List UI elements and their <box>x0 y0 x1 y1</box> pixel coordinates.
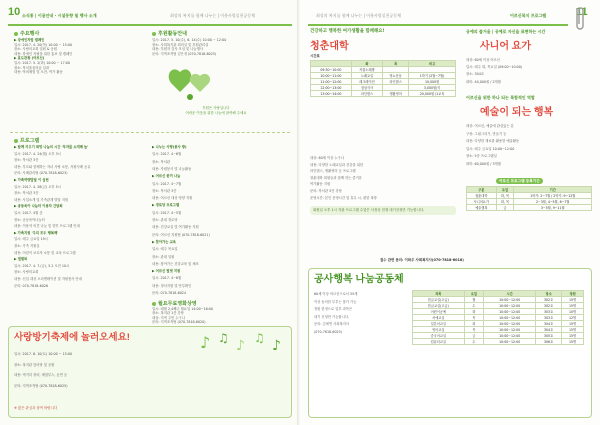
table-header-cell: 구분 <box>467 187 497 193</box>
edu-title: 청춘대학 <box>310 41 349 52</box>
table-cell: 레크레이션 <box>351 79 382 85</box>
table-cell: 3,000원/식 <box>409 85 456 91</box>
text-line: 내용: 다양한 노래교실과 건강을 위한 <box>310 162 364 167</box>
table-cell: 12명 <box>562 315 584 321</box>
text-line: 장소: 사회복지관 회의실 및 후원관리실 <box>152 42 209 47</box>
table-cell: 2~3월, 4~5월, 6~7월 <box>514 199 592 205</box>
table-cell: 10:00~11:00 <box>311 73 352 79</box>
table-cell: 라인댄스 <box>351 91 382 97</box>
table-cell: 10명 <box>562 309 584 315</box>
share-table <box>412 290 584 345</box>
text-line: 문의: 김세연 사회복지사 <box>314 322 350 327</box>
text-line: 대상: 지역 주민 누구나 <box>152 315 185 320</box>
text-line: 일시: 2017. 4. 7.(금), 5.2 오전 10시 <box>14 263 70 268</box>
text-line: 내용: 먹거리 장터, 체험부스, 공연 등 <box>14 373 68 377</box>
registration-table <box>466 186 592 211</box>
text-line: 문의: 070-7818-6024 <box>152 291 186 295</box>
text-line: 구성: 그림그리기, 만들기 등 <box>466 131 507 136</box>
left-header-title: 소식통 | 이용안내 · 시설동향 및 행사 소개 <box>22 13 97 18</box>
text-line: 장소: 사랑의교회 일원 & 공원 <box>14 47 57 52</box>
svg-text:♪: ♪ <box>272 338 281 354</box>
table-cell: 일본어교실 <box>413 321 465 327</box>
text-line: 일시: 2017. 4~5월 <box>152 210 182 215</box>
text-line: ▶ 함께 키우기 희망 나눔의 시간 '부자를 소개해 놀' <box>14 145 89 149</box>
festival-banner: 사랑방기축제에 놀러오세요! <box>14 332 130 343</box>
notice-box: 회원일 오후 1시 자판 프로그램 수업은 사정상 현재 대기신청만 가능합니다. <box>310 206 456 215</box>
text-line: ▶ 어르신 말벗 지원 <box>152 269 181 274</box>
text-line: 60세 이상 어르신으로서 55세 <box>314 292 358 296</box>
right-header-org: 최상의 복지를 함께 나누는 | 이웃사랑실천공동체 <box>316 13 401 18</box>
text-line: 내용: 부모와 함께하는 자녀 사랑 소통, 자원사례 공유 <box>14 164 91 169</box>
text-line: 장소: 가족 지원실 <box>14 244 40 248</box>
right-header-rule <box>308 24 568 26</box>
text-line: 장소: 북서관 3층 <box>14 191 39 196</box>
text-line: ▶ 경로당 프로그램 <box>152 203 180 208</box>
art-intro: 어르신을 위한 하나 되는 복합적인 역할 <box>466 95 535 100</box>
table-row <box>467 205 592 211</box>
table-cell: 09:30~10:00 <box>311 67 352 73</box>
text-line: 운영시간: 본인 운영시간 및 휴무 시, 편한 복장 <box>310 195 377 200</box>
text-line: 장소: 사랑의교회 <box>14 270 39 275</box>
text-line: 일시: 2017. 4~7월 <box>152 181 182 186</box>
svg-text:♪: ♪ <box>236 338 245 354</box>
text-line: 장소: 관내 경로당 <box>152 218 178 222</box>
text-line: 일시: 2017. 4. 20(목) 10:00 ~ 15:00 <box>14 42 73 47</box>
table-header-cell: 화 <box>351 61 382 67</box>
text-line: 대상: 60세 이상 누구나 <box>310 156 344 160</box>
text-line: 여가활동 지원 <box>310 182 331 187</box>
text-line: (070-7818-6025) <box>314 330 343 334</box>
text-line: ▶ 장애인자립 캠페인 <box>14 38 45 42</box>
section-main-events: 주요행사 <box>14 30 39 37</box>
text-line: 문의: 북서관 5층 강당 <box>310 189 342 193</box>
text-line: 일시: 2017. 4. 24(월) 오후 3시 <box>14 151 61 156</box>
text-line: 정원 한정으로 일부 과목은 <box>314 307 353 312</box>
text-line: 내용: 신입 대상 오리엔테이션 및 자원봉사 안내 <box>14 277 82 281</box>
table-cell: 304호 <box>535 321 561 327</box>
text-line: 내용: 장애인 자립을 위한 홍보 및 캠페인 <box>14 51 73 56</box>
share-title: 공사행복 나눔공동체 <box>314 274 404 285</box>
registration-title: 여로신 프로그램 등록기간 <box>496 178 543 184</box>
table-header-cell: 요일 <box>496 187 514 193</box>
table-cell: 1학기: 2~7월 / 2학기: 9~12월 <box>514 193 592 199</box>
right-page-number: 11 <box>576 6 588 18</box>
text-line: ▶ 어르신 한끼 나눔 <box>152 174 181 179</box>
table-cell: 10:00~12:00 <box>484 309 536 315</box>
text-line: 일시: 2017. 4. 28(금) 오후 5시 <box>14 184 61 189</box>
text-line: 대상: 60세 이상 어르신 <box>466 58 500 62</box>
text-line: 장소: 북서울꿈의숲 일대 <box>14 65 50 70</box>
left-header-org: 최상의 복지를 함께 나누는 | 이웃사랑실천공동체 <box>170 13 255 18</box>
text-line: 내용: 정서지원 및 안부확인 <box>152 283 192 288</box>
text-line: 내용: 야외체험 및 오찬, 여가 활동 <box>14 70 63 75</box>
table-cell: 금 <box>464 333 484 339</box>
table-cell: 3~5월, 9~11월 <box>514 205 592 211</box>
text-line: 내용: 후원자 감사 모임 및 나눔행사 <box>152 47 203 52</box>
text-line: 장소: 5층 프로그램실 <box>466 154 497 159</box>
text-line: 일시: 2017. 5. 2(화) 10:00 ~ 17:00 <box>14 61 70 65</box>
table-cell: 한글교실(초급) <box>413 297 465 303</box>
text-line: 이상 동의한 부부는 참가 가능 <box>314 299 357 304</box>
table-cell: 당뇨운동 <box>383 73 409 79</box>
table-cell: 305호 <box>535 333 561 339</box>
text-line: 청춘대학 회원들과 함께 하는 즐거운 <box>310 175 362 180</box>
text-line: ▶ 가족지원 '우리 모두 행복해' <box>14 230 59 235</box>
svg-text:♫: ♫ <box>218 331 229 345</box>
text-line: 일시: 매주 화, 목요일 (09:00~10:00) <box>466 65 523 70</box>
table-cell: 10:00~12:00 <box>484 321 536 327</box>
table-cell: 자율노래방 <box>351 67 382 73</box>
text-line: 문의: 지역조직팀 (070-7818-6020) <box>152 320 206 325</box>
text-line: 장소: 북서관 3층 <box>14 158 39 163</box>
table-header-cell: 요일 <box>464 291 484 297</box>
section-programs: 프로그램 <box>14 137 39 144</box>
text-line: 일시: 2017. 5. 10(수), 6. 14(수) 10:00 ~ 12:00 <box>152 38 227 42</box>
table-cell: 서예교실 <box>413 315 465 321</box>
left-page-number: 10 <box>8 6 21 18</box>
table-cell: 생활영어 <box>383 91 409 97</box>
table-cell: 10:00~12:00 <box>484 327 536 333</box>
text-line: 내용: 사업소개 및 가족관계 발달 지원 <box>14 197 69 202</box>
table-cell: 11:00~12:00 <box>311 79 352 85</box>
text-line: 회비: 40,000원 / 2개월 <box>466 79 501 84</box>
text-line: 일시: 2017. 6. 10(토) 10:00 ~ 15:00 <box>14 352 73 356</box>
text-line: 대상: 어르신, 예술에 관심있는 분 <box>466 124 514 128</box>
text-line: 장소: 공동육아나눔터 <box>14 217 45 222</box>
yoga-intro: 공예의 즐거움 | 공예로 자신을 표현하는 시간 <box>466 29 546 34</box>
table-row <box>311 91 456 97</box>
text-line: ▶ 효도관광 (어르신) <box>14 56 45 61</box>
table-cell: 303호 <box>535 315 561 321</box>
table-cell: 어린이공예 <box>413 309 465 315</box>
edu-intro: 건강하고 행복한 여가생활을 함께해요! <box>310 29 385 34</box>
table-cell: 15명 <box>562 339 584 345</box>
text-line: 내용: 다양한 재료를 활용한 예술활동 <box>466 139 520 144</box>
text-line: 내용: 찾아가는 건강교육 및 체조 <box>152 261 199 266</box>
text-line: 회비: 60,000원 / 3개월 <box>466 162 501 166</box>
table-cell: 302호 <box>535 303 561 309</box>
yoga-title: 사니어 요가 <box>480 41 532 52</box>
text-line: 문의: 어르신 지원팀 (070-7818-6021) <box>152 232 210 237</box>
music-notes-icon <box>196 328 290 358</box>
right-header-title: 어르신복지 프로그램 <box>510 13 547 18</box>
text-line: 일시: 2017. 4~6월 <box>152 276 182 281</box>
table-cell: 점심식사 <box>351 85 382 91</box>
table-cell: 예술행복 <box>467 205 497 211</box>
table-cell: 15명 <box>562 297 584 303</box>
table-cell: 303호 <box>535 309 561 315</box>
table-cell: 사니어요가 <box>467 199 497 205</box>
left-header-rule <box>8 24 292 26</box>
timetable-label: 시간표 <box>310 54 320 58</box>
table-cell: 수 <box>464 339 484 345</box>
table-cell: 금 <box>496 205 514 211</box>
text-line: 내용: 건강교실 및 여가활동 지원 <box>152 225 199 230</box>
text-line: 장소: 북서관 <box>152 159 171 164</box>
table-header-cell: 기간 <box>514 187 592 193</box>
table-cell: 302호 <box>535 297 561 303</box>
table-cell: 10:00~12:00 <box>484 333 536 339</box>
table-cell: 10:00~12:00 <box>484 297 536 303</box>
table-cell: 15명 <box>562 333 584 339</box>
text-line: 장소: 복지관 1층 강당 <box>152 311 184 316</box>
text-line: 대기 신청만 가능합니다. <box>314 314 349 319</box>
text-line: 문의: 지역조직팀 김은정 (070-7818-6025) <box>152 51 217 56</box>
table-header-cell: 과목 <box>413 291 465 297</box>
table-cell: 10,000원 <box>409 79 456 85</box>
text-line: 일시: 매월 2,4째주 월요일 14:00~16:00 <box>152 307 213 311</box>
text-line: 장소: 관내 일원 <box>152 254 175 259</box>
table-cell: 304호 <box>535 327 561 333</box>
text-line: ▶ 가족역량발달 이 실현 <box>14 178 49 182</box>
table-header-cell: 비고 <box>409 61 456 67</box>
table-cell: 영어교실 <box>413 327 465 333</box>
table-cell: 화, 목 <box>496 193 514 199</box>
section-movie: 월요무료영화상영 <box>152 300 197 307</box>
text-line: 장소: 북서관 3층 <box>152 188 177 193</box>
text-line: 내용: 어린이 보호자 소통 및 교육 프로그램 <box>14 250 76 255</box>
table-cell: 한글교실(고급) <box>413 303 465 309</box>
text-line: ▶ 찾아가는 교육 <box>152 239 176 244</box>
table-cell: 중국어교실 <box>413 333 465 339</box>
divider <box>10 132 290 133</box>
table-cell: 10:00~12:00 <box>484 315 536 321</box>
table-cell: 화 <box>464 309 484 315</box>
heart-caption: 후원은 사랑입니다 어려운 이웃을 위한 나눔에 참여해 주세요 <box>185 106 247 115</box>
text-line: 문의: 070-7818-6026 <box>14 283 48 288</box>
table-cell: 15명 <box>562 321 584 327</box>
table-cell: 목 <box>464 327 484 333</box>
right-page <box>300 0 600 425</box>
table-cell: 13:00~14:00 <box>311 91 352 97</box>
table-cell: 라인댄스 <box>383 79 409 85</box>
text-line: 일시: 2017. 4월 중 <box>14 211 43 215</box>
table-cell: 20,000원 /1교육 <box>409 91 456 97</box>
text-line: 내용: 어르신 대상 영양 지원 <box>152 196 193 201</box>
text-line: ▶ 앨범북 <box>14 257 28 262</box>
text-line: 내용: 자원봉사 및 나눔활동 <box>152 166 192 171</box>
contact-line: 접수 관련 문의: 이화우 사회복지사(070-7818-6018) <box>380 258 464 262</box>
heart-illustration <box>166 64 214 104</box>
table-header-cell: 장소 <box>535 291 561 297</box>
text-line: 장소: 304호 <box>466 72 485 77</box>
table-cell: 화 <box>464 321 484 327</box>
table-cell: 15명 <box>562 327 584 333</box>
text-line: 일시: 매주 금요일 19시 <box>14 237 48 242</box>
text-line: 문의: 사례관리팀 (070-7818-6023) <box>14 171 68 176</box>
table-cell: 노래교실 <box>351 73 382 79</box>
table-row <box>413 339 584 345</box>
svg-text:♫: ♫ <box>254 331 265 345</box>
table-cell: 10:00~12:00 <box>484 339 536 345</box>
text-line: 라인댄스, 생활영어 등 프로그램 <box>310 169 356 174</box>
table-cell: 컴퓨터교실 <box>413 339 465 345</box>
text-line: 일시: 매주 금요일 10:00~12:00 <box>466 146 515 151</box>
table-cell: 수 <box>464 303 484 309</box>
text-line: 일시: 매주 목요일 <box>152 247 178 252</box>
text-line: ▶ 나누는 사랑(봉사 방) <box>152 145 187 149</box>
table-cell: 10:00~12:00 <box>484 303 536 309</box>
text-line: 일시: 2017. 4~6월 <box>152 152 182 157</box>
table-header-cell: 목 <box>383 61 409 67</box>
table-cell: 화, 목 <box>496 199 514 205</box>
table-cell: 15명 <box>562 303 584 309</box>
festival-note: ※ 많은 관심과 참여 바랍니다 <box>14 406 58 410</box>
text-line: ▶ 공동육아 나눔터 이용자 간담회 <box>14 204 63 209</box>
table-cell: 12:00~13:00 <box>311 85 352 91</box>
table-cell: 월 <box>464 297 484 303</box>
text-line: 장소: 복지관 앞마당 및 공원 <box>14 362 55 367</box>
table-cell: 목 <box>464 315 484 321</box>
art-title: 예술이 되는 행복 <box>480 107 554 118</box>
table-header-cell: 정원 <box>562 291 584 297</box>
paperclip-icon <box>572 4 588 34</box>
timetable <box>310 60 456 97</box>
svg-text:♪: ♪ <box>200 333 211 352</box>
table-cell: 1학기 (2월~7월) <box>409 73 456 79</box>
text-line: 내용: 이용자 의견 나눔 및 향후 프로그램 안내 <box>14 224 80 229</box>
table-header-cell: 시간 <box>484 291 536 297</box>
text-line: 문의: 지역조직팀 (070-7818-6025) <box>14 383 68 388</box>
section-support: 후원활동안내 <box>152 30 187 37</box>
table-cell: 청춘대학 <box>467 193 497 199</box>
table-cell: 306호 <box>535 339 561 345</box>
